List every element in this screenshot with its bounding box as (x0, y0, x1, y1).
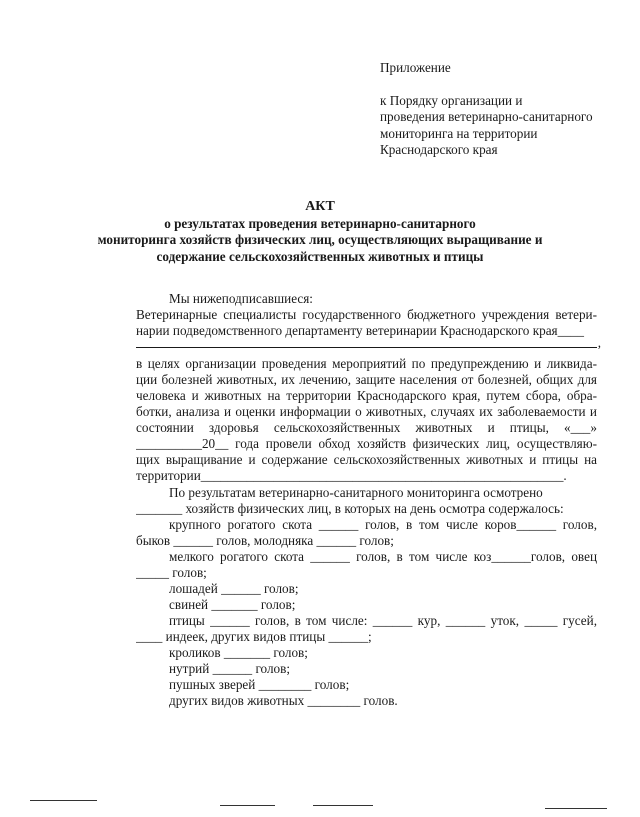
animal-count-line: мелкого рогатого скота ______ голов, в том числе коз______голов, овец (169, 548, 597, 564)
paragraph-line: ботки, анализа и оценки информации о животных, случаях их заболеваемости и (136, 404, 597, 420)
paragraph-line: __________20__ года провели обход хозяйств физических лиц, осуществляю- (136, 436, 597, 452)
animal-count-line: _____ голов; (136, 564, 207, 580)
animal-list (136, 517, 597, 710)
animal-count-line: свиней _______ голов; (169, 596, 296, 612)
paragraph-line: _______ хозяйств физических лиц, в которых на день осмотра содержалось: (136, 500, 564, 516)
paragraph-line: щих выращивание и содержание сельскохозяйственных животных и птицы на (136, 452, 597, 468)
paragraph-line: нарии подведомственного департаменту ветеринарии Краснодарского края____ (136, 323, 584, 339)
document-subtitle-line: о результатах проведения ветеринарно-санитарного (164, 215, 476, 231)
appendix-line: проведения ветеринарно-санитарного (380, 109, 593, 124)
animal-count-line: других видов животных ________ голов. (169, 693, 398, 709)
animal-count-line: нутрий ______ голов; (169, 661, 291, 677)
appendix-line: Краснодарского края (380, 142, 498, 157)
document-body (136, 291, 601, 709)
footer-signature-rule (220, 805, 275, 806)
footer-signature-rule (313, 805, 373, 806)
rule-comma: , (597, 335, 601, 351)
appendix-line: мониторинга на территории (380, 125, 538, 141)
paragraph-line: Ветеринарные специалисты государственного бюджетного учреждения ветери- (136, 307, 597, 323)
animal-count-line: ____ индеек, других видов птицы ______; (136, 628, 372, 644)
fill-in-rule (136, 335, 601, 351)
appendix-line: к Порядку организации и (380, 92, 523, 108)
paragraph-line: в целях организации проведения мероприятий по предупреждению и ликвида- (136, 356, 597, 372)
animal-count-line: птицы ______ голов, в том числе: ______ кур, ______ уток, _____ гусей, (169, 612, 597, 628)
footer-signature-rule (545, 808, 607, 809)
document-subtitle-line: мониторинга хозяйств физических лиц, осуществляющих выращивание и (97, 232, 543, 247)
animal-count-line: кроликов _______ голов; (169, 644, 308, 660)
document-heading (0, 199, 640, 265)
paragraph-line: ции болезней животных, их лечению, защите населения от болезней, общих для (136, 372, 597, 388)
appendix-title: Приложение (380, 60, 451, 75)
document-subtitle-line: содержание сельскохозяйственных животных и птицы (156, 248, 484, 264)
footer-signature-rule (30, 800, 97, 801)
animal-count-line: крупного рогатого скота ______ голов, в том числе коров______ голов, (169, 516, 597, 532)
paragraph-line: территории_______________________________________________________. (136, 468, 567, 484)
appendix-block (380, 60, 620, 159)
animal-count-line: лошадей ______ голов; (169, 580, 299, 596)
animal-count-line: быков ______ голов, молодняка ______ голов; (136, 532, 394, 548)
paragraph-line: человека и животных на территории Краснодарского края, путем сбора, обра- (136, 388, 597, 404)
animal-count-line: пушных зверей ________ голов; (169, 677, 350, 693)
intro-line: Мы нижеподписавшиеся: (169, 291, 313, 306)
paragraph-line: состоянии здоровья сельскохозяйственных животных и птицы, «___» (136, 420, 597, 436)
paragraph-line: По результатам ветеринарно-санитарного мониторинга осмотрено (169, 484, 543, 500)
document-title: АКТ (305, 199, 335, 214)
